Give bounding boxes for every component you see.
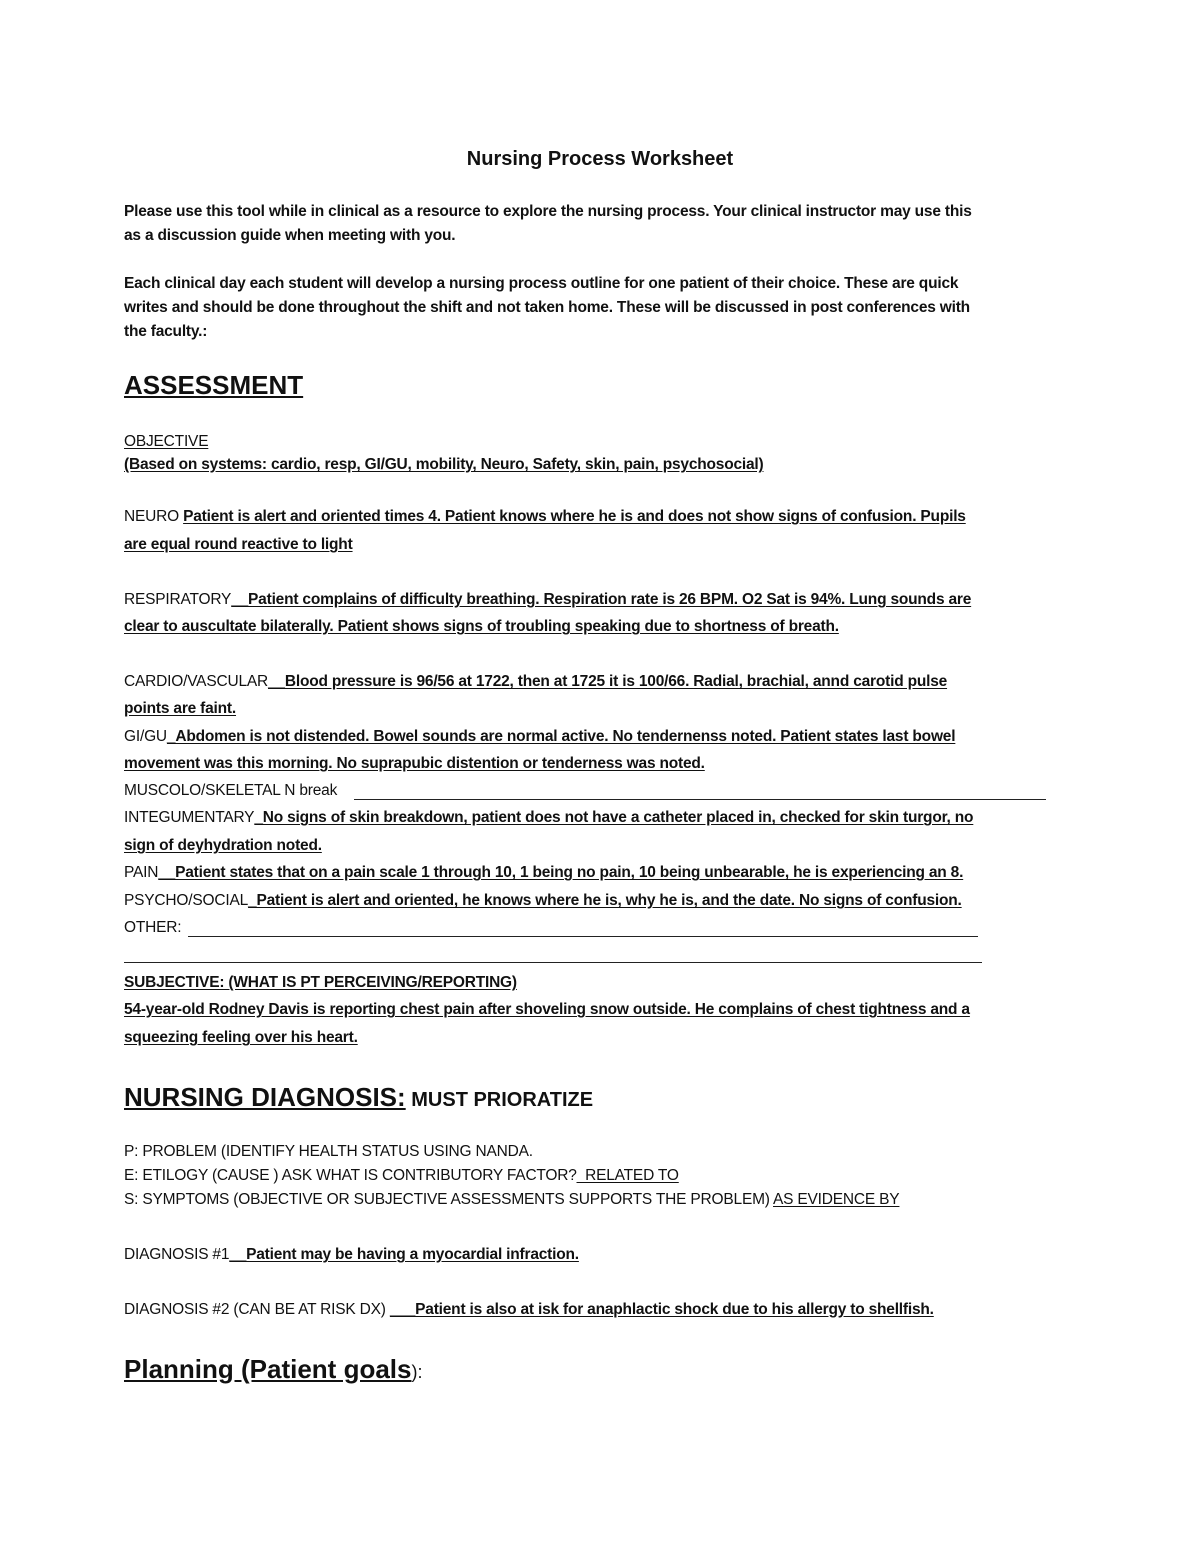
integumentary-row bbox=[124, 808, 973, 828]
diagnosis-1-text: __Patient may be having a myocardial infraction. bbox=[229, 1246, 579, 1263]
planning-heading bbox=[124, 1354, 422, 1385]
musculoskeletal-row bbox=[124, 781, 337, 801]
integumentary-text-2: sign of deyhydration noted. bbox=[124, 837, 322, 854]
assessment-heading: ASSESSMENT bbox=[124, 370, 304, 400]
other-blank-rule-1 bbox=[188, 936, 978, 937]
other-row bbox=[124, 918, 181, 938]
other-label: OTHER: bbox=[124, 919, 182, 936]
gigu-text-2: movement was this morning. No suprapubic distention or tenderness was noted. bbox=[124, 755, 705, 772]
respiratory-text-2: clear to auscultate bilaterally. Patient shows signs of troubling speaking due to shortness of breath. bbox=[124, 618, 839, 635]
other-blank-rule-2 bbox=[124, 962, 982, 963]
gigu-row bbox=[124, 727, 955, 747]
pain-row bbox=[124, 863, 963, 883]
diagnosis-heading-main: NURSING DIAGNOSIS: bbox=[124, 1082, 406, 1112]
diagnosis-1-label: DIAGNOSIS #1 bbox=[124, 1246, 230, 1263]
diagnosis-s-line: S: SYMPTOMS (OBJECTIVE OR SUBJECTIVE ASSESSMENTS SUPPORTS THE PROBLEM) bbox=[124, 1191, 774, 1208]
subjective-label: SUBJECTIVE: (WHAT IS PT PERCEIVING/REPORTING) bbox=[124, 974, 517, 991]
diagnosis-1-row bbox=[124, 1245, 579, 1265]
diagnosis-2-text: ___Patient is also at isk for anaphlactic shock due to his allergy to shellfish. bbox=[389, 1301, 934, 1318]
diagnosis-2-row bbox=[124, 1300, 934, 1320]
diagnosis-e-line: E: ETILOGY (CAUSE ) ASK WHAT IS CONTRIBUTORY FACTOR? bbox=[124, 1167, 577, 1184]
gigu-label: GI/GU bbox=[124, 728, 167, 745]
musculoskeletal-blank-rule bbox=[354, 799, 1046, 800]
neuro-text-2: are equal round reactive to light bbox=[124, 536, 353, 553]
intro-line-1: Please use this tool while in clinical as a resource to explore the nursing process. Your clinical instructor may use this bbox=[124, 203, 972, 220]
subjective-text-2: squeezing feeling over his heart. bbox=[124, 1029, 358, 1046]
diagnosis-e-row bbox=[124, 1166, 679, 1186]
psychosocial-label: PSYCHO/SOCIAL bbox=[124, 892, 249, 909]
diagnosis-2-label: DIAGNOSIS #2 (CAN BE AT RISK DX) bbox=[124, 1301, 390, 1318]
subjective-text: 54-year-old Rodney Davis is reporting chest pain after shoveling snow outside. He complains of chest tightness and a bbox=[124, 1001, 970, 1018]
evidence-by-label: AS EVIDENCE BY bbox=[773, 1191, 900, 1208]
neuro-label: NEURO bbox=[124, 508, 184, 525]
cardio-row bbox=[124, 672, 947, 692]
objective-note: (Based on systems: cardio, resp, GI/GU, mobility, Neuro, Safety, skin, pain, psychosocial) bbox=[124, 456, 764, 473]
intro-line-4: writes and should be done throughout the shift and not taken home. These will be discussed in post conferences with bbox=[124, 299, 970, 316]
integumentary-label: INTEGUMENTARY bbox=[124, 809, 255, 826]
cardio-text: __Blood pressure is 96/56 at 1722, then at 1725 it is 100/66. Radial, brachial, annd carotid pulse bbox=[268, 673, 948, 690]
gigu-text: _Abdomen is not distended. Bowel sounds are normal active. No tendernenss noted. Patient states last bowel bbox=[166, 728, 956, 745]
intro-line-2: as a discussion guide when meeting with you. bbox=[124, 227, 456, 244]
integumentary-text: _No signs of skin breakdown, patient does not have a catheter placed in, checked for skin turgor, no bbox=[254, 809, 974, 826]
planning-heading-suffix: ): bbox=[411, 1362, 423, 1382]
diagnosis-heading bbox=[124, 1082, 593, 1113]
page-title: Nursing Process Worksheet bbox=[466, 148, 734, 170]
respiratory-text: __Patient complains of difficulty breathing. Respiration rate is 26 BPM. O2 Sat is 94%. Lung sounds are bbox=[231, 591, 972, 608]
related-to-label: _RELATED TO bbox=[576, 1167, 679, 1184]
objective-label: OBJECTIVE bbox=[124, 433, 209, 450]
neuro-row bbox=[124, 507, 966, 527]
diagnosis-s-row bbox=[124, 1190, 899, 1210]
respiratory-label: RESPIRATORY bbox=[124, 591, 232, 608]
cardio-text-2: points are faint. bbox=[124, 700, 237, 717]
musculoskeletal-label: MUSCOLO/SKELETAL N break bbox=[124, 782, 338, 799]
cardio-label: CARDIO/VASCULAR bbox=[124, 673, 268, 690]
diagnosis-heading-suffix: MUST PRIORATIZE bbox=[405, 1089, 594, 1111]
planning-heading-main: Planning (Patient goals bbox=[124, 1354, 412, 1384]
intro-line-3: Each clinical day each student will develop a nursing process outline for one patient of their choice. These are quick bbox=[124, 275, 959, 292]
pain-text: __Patient states that on a pain scale 1 through 10, 1 being no pain, 10 being unbearable, he is experiencing an 8. bbox=[158, 864, 964, 881]
pain-label: PAIN bbox=[124, 864, 159, 881]
neuro-text: Patient is alert and oriented times 4. Patient knows where he is and does not show signs of confusion. Pupils bbox=[183, 508, 966, 525]
psychosocial-row bbox=[124, 891, 962, 911]
intro-line-5: the faculty.: bbox=[124, 323, 208, 340]
psychosocial-text: _Patient is alert and oriented, he knows where he is, why he is, and the date. No signs of confusion. bbox=[248, 892, 962, 909]
respiratory-row bbox=[124, 590, 971, 610]
diagnosis-p-line: P: PROBLEM (IDENTIFY HEALTH STATUS USING NANDA. bbox=[124, 1143, 533, 1160]
